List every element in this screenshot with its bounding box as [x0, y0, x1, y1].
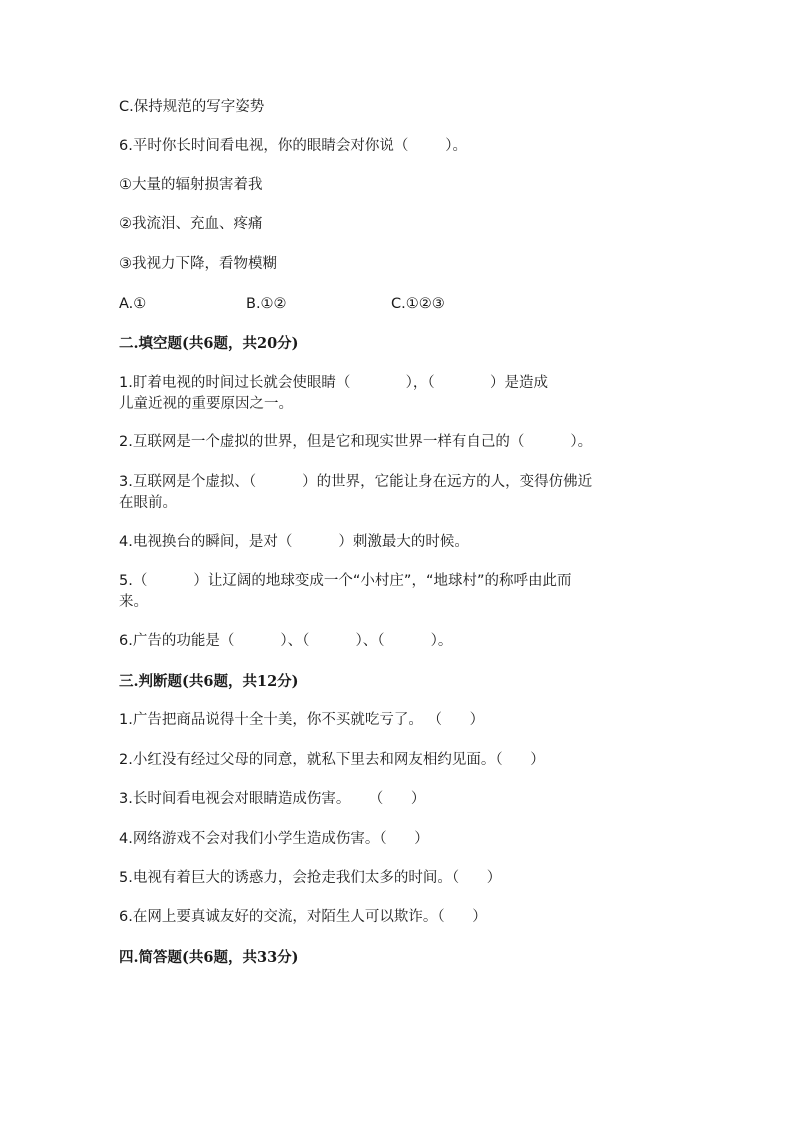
- fill-question-5-line-2: 来。: [119, 594, 148, 610]
- judge-question-6: 6.在网上要真诚友好的交流，对陌生人可以欺诈。（ ）: [119, 909, 487, 925]
- fill-question-5-line-1: 5.（ ）让辽阔的地球变成一个“小村庄”，“地球村”的称呼由此而: [119, 573, 572, 589]
- question-6-option-b: B.①②: [246, 296, 287, 312]
- question-6-item-1: ①大量的辐射损害着我: [119, 177, 263, 193]
- question-6-item-2: ②我流泪、充血、疼痛: [119, 216, 263, 232]
- judge-question-1: 1.广告把商品说得十全十美，你不买就吃亏了。 （ ）: [119, 712, 485, 728]
- section-4-title: 四.简答题(共6题，共33分): [119, 949, 299, 966]
- fill-question-4: 4.电视换台的瞬间，是对（ ）刺激最大的时候。: [119, 534, 469, 550]
- judge-question-4: 4.网络游戏不会对我们小学生造成伤害。（ ）: [119, 831, 429, 847]
- section-3-title: 三.判断题(共6题，共12分): [119, 673, 299, 690]
- fill-question-3-line-2: 在眼前。: [119, 495, 177, 511]
- fill-question-6: 6.广告的功能是（ ）、（ ）、（ ）。: [119, 633, 453, 649]
- fill-question-2: 2.互联网是一个虚拟的世界，但是它和现实世界一样有自己的（ ）。: [119, 434, 593, 450]
- section-2-title: 二.填空题(共6题，共20分): [119, 335, 299, 352]
- question-6-stem: 6.平时你长时间看电视，你的眼睛会对你说（ ）。: [119, 138, 467, 154]
- fill-question-3-line-1: 3.互联网是个虚拟、（ ）的世界，它能让身在远方的人，变得仿佛近: [119, 474, 593, 490]
- judge-question-5: 5.电视有着巨大的诱惑力，会抢走我们太多的时间。（ ）: [119, 870, 502, 886]
- judge-question-3: 3.长时间看电视会对眼睛造成伤害。 （ ）: [119, 791, 426, 807]
- judge-question-2: 2.小红没有经过父母的同意，就私下里去和网友相约见面。（ ）: [119, 752, 545, 768]
- question-6-item-3: ③我视力下降，看物模糊: [119, 256, 277, 272]
- question-6-option-c: C.①②③: [391, 296, 445, 312]
- option-c-line: C.保持规范的写字姿势: [119, 99, 265, 115]
- fill-question-1-line-2: 儿童近视的重要原因之一。: [119, 396, 293, 412]
- question-6-option-a: A.①: [119, 296, 147, 312]
- fill-question-1-line-1: 1.盯着电视的时间过长就会使眼睛（ ），（ ）是造成: [119, 375, 548, 391]
